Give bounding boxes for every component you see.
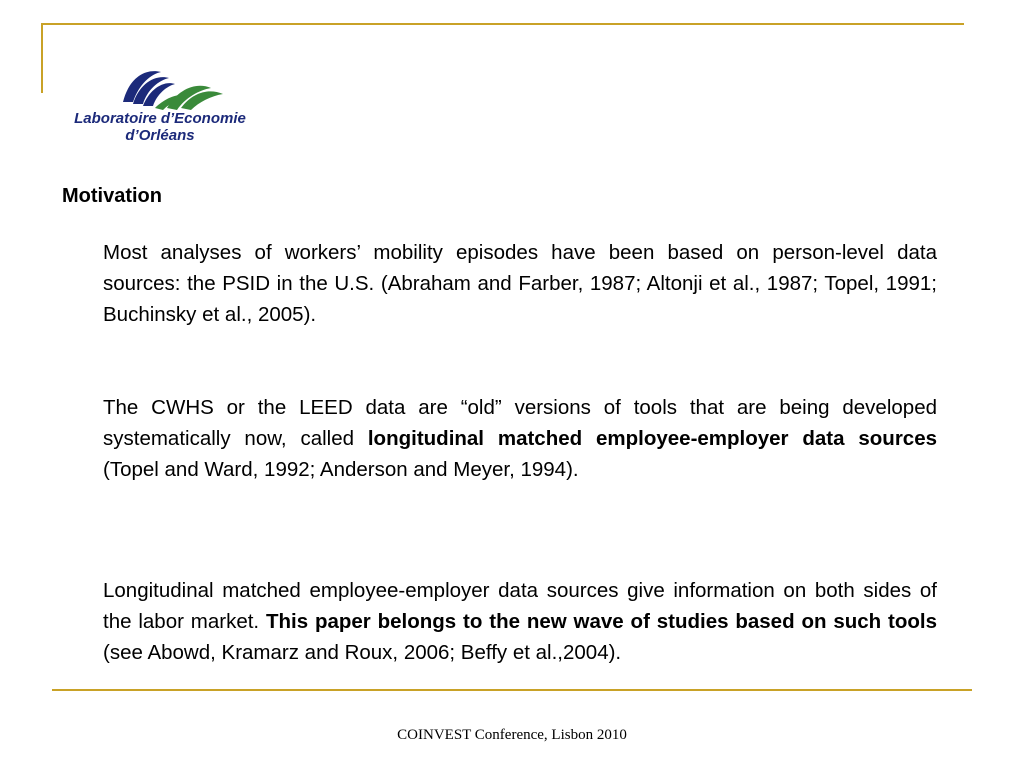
left-frame-line (41, 23, 43, 93)
leo-logo-icon (115, 58, 235, 114)
paragraph-2-bold-text: longitudinal matched employee-employer data sources (367, 427, 938, 450)
paragraph-2-text-start: The CWHS or the LEED data are “old” versions of tools that are being developed systematically now, called (103, 396, 937, 450)
paragraph-2 (103, 392, 937, 485)
lab-logo (60, 58, 260, 148)
logo-line-2: d’Orléans (125, 127, 195, 144)
section-title: Motivation (62, 185, 162, 207)
bottom-frame-line (52, 689, 972, 691)
paragraph-1-text: Most analyses of workers’ mobility episodes have been based on person-level data sources: the PSID in the U.S. (Abraham and Farber, 1987; Altonji et al., 1987; Topel, 1991; Buchinsky et al., 2005). (103, 241, 937, 326)
top-frame-line (41, 23, 964, 25)
paragraph-3-bold-text: This paper belongs to the new wave of studies based on such tools (265, 610, 937, 633)
paragraph-2-text-end: (Topel and Ward, 1992; Anderson and Meyer, 1994). (103, 458, 579, 481)
paragraph-3-text-start: Longitudinal matched employee-employer data sources give information on both sides of the labor market. (103, 579, 937, 633)
footer-text: COINVEST Conference, Lisbon 2010 (397, 727, 627, 743)
logo-text (60, 110, 260, 144)
logo-line-1: Laboratoire d’Economie (74, 110, 246, 127)
paragraph-3-text-end: (see Abowd, Kramarz and Roux, 2006; Beffy et al.,2004). (103, 641, 622, 664)
paragraph-3 (103, 575, 937, 668)
paragraph-1 (103, 237, 937, 330)
